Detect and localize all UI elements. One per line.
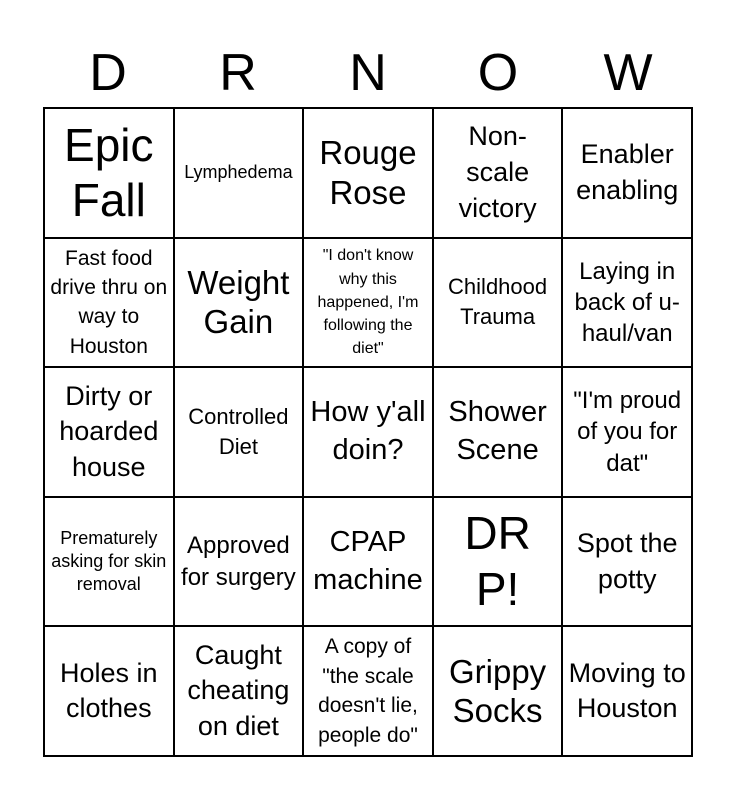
- header-letter-n: N: [349, 44, 387, 102]
- bingo-cell[interactable]: [44, 238, 174, 368]
- cell-text: Controlled Diet: [188, 403, 289, 459]
- cell-text: "I'm proud of you for dat": [573, 387, 682, 477]
- cell-text: Weight Gain: [187, 263, 290, 341]
- cell-text: A copy of "the scale doesn't lie, people do": [318, 635, 418, 747]
- bingo-cell[interactable]: [303, 497, 433, 627]
- cell-text: Enabler enabling: [576, 139, 679, 205]
- bingo-cell[interactable]: [303, 238, 433, 368]
- header-letter-o: O: [477, 44, 519, 102]
- bingo-cell[interactable]: [562, 108, 692, 238]
- bingo-cell[interactable]: [44, 367, 174, 497]
- cell-text: Lymphedema: [184, 162, 293, 183]
- bingo-cell[interactable]: [174, 108, 304, 238]
- cell-text: Rouge Rose: [319, 134, 417, 211]
- bingo-cell[interactable]: [44, 497, 174, 627]
- cell-text: Approved for surgery: [181, 532, 296, 591]
- cell-text: Dirty or hoarded house: [59, 380, 159, 482]
- cell-text: Spot the potty: [576, 527, 678, 594]
- cell-text: Moving to Houston: [568, 657, 686, 724]
- cell-text: Caught cheating on diet: [187, 639, 290, 741]
- bingo-cell[interactable]: [433, 108, 563, 238]
- bingo-header: [43, 40, 693, 106]
- cell-text: Epic Fall: [64, 118, 154, 226]
- cell-text: Laying in back of u-haul/van: [574, 257, 680, 347]
- bingo-cell[interactable]: [174, 238, 304, 368]
- bingo-cell[interactable]: [174, 367, 304, 497]
- cell-text: Childhood Trauma: [448, 274, 548, 330]
- bingo-cell[interactable]: [44, 626, 174, 756]
- cell-text: CPAP machine: [313, 525, 423, 596]
- bingo-cell[interactable]: [562, 626, 692, 756]
- cell-text: "I don't know why this happened, I'm following the diet": [317, 247, 419, 358]
- bingo-cell[interactable]: [562, 238, 692, 368]
- bingo-cell[interactable]: [433, 367, 563, 497]
- bingo-cell[interactable]: [174, 626, 304, 756]
- cell-text: Grippy Socks: [448, 652, 547, 730]
- header-letter-r: R: [219, 44, 257, 102]
- bingo-cell[interactable]: [303, 108, 433, 238]
- bingo-cell[interactable]: [303, 367, 433, 497]
- bingo-cell[interactable]: [433, 497, 563, 627]
- cell-text: Fast food drive thru on way to Houston: [50, 246, 168, 358]
- header-letter-w: W: [603, 44, 653, 102]
- bingo-cell[interactable]: [433, 238, 563, 368]
- cell-text: DR P!: [464, 507, 531, 615]
- bingo-cell[interactable]: [303, 626, 433, 756]
- cell-text: Non-scale victory: [458, 121, 537, 223]
- cell-text: Shower Scene: [448, 396, 547, 466]
- bingo-cell[interactable]: [433, 626, 563, 756]
- header-letter-d: D: [89, 44, 127, 102]
- bingo-cell[interactable]: [562, 367, 692, 497]
- cell-text: Holes in clothes: [60, 657, 158, 724]
- cell-text: How y'all doin?: [310, 396, 426, 466]
- bingo-board: [43, 107, 693, 757]
- cell-text: Prematurely asking for skin removal: [51, 527, 167, 595]
- bingo-cell[interactable]: [562, 497, 692, 627]
- bingo-cell[interactable]: [44, 108, 174, 238]
- bingo-cell[interactable]: [174, 497, 304, 627]
